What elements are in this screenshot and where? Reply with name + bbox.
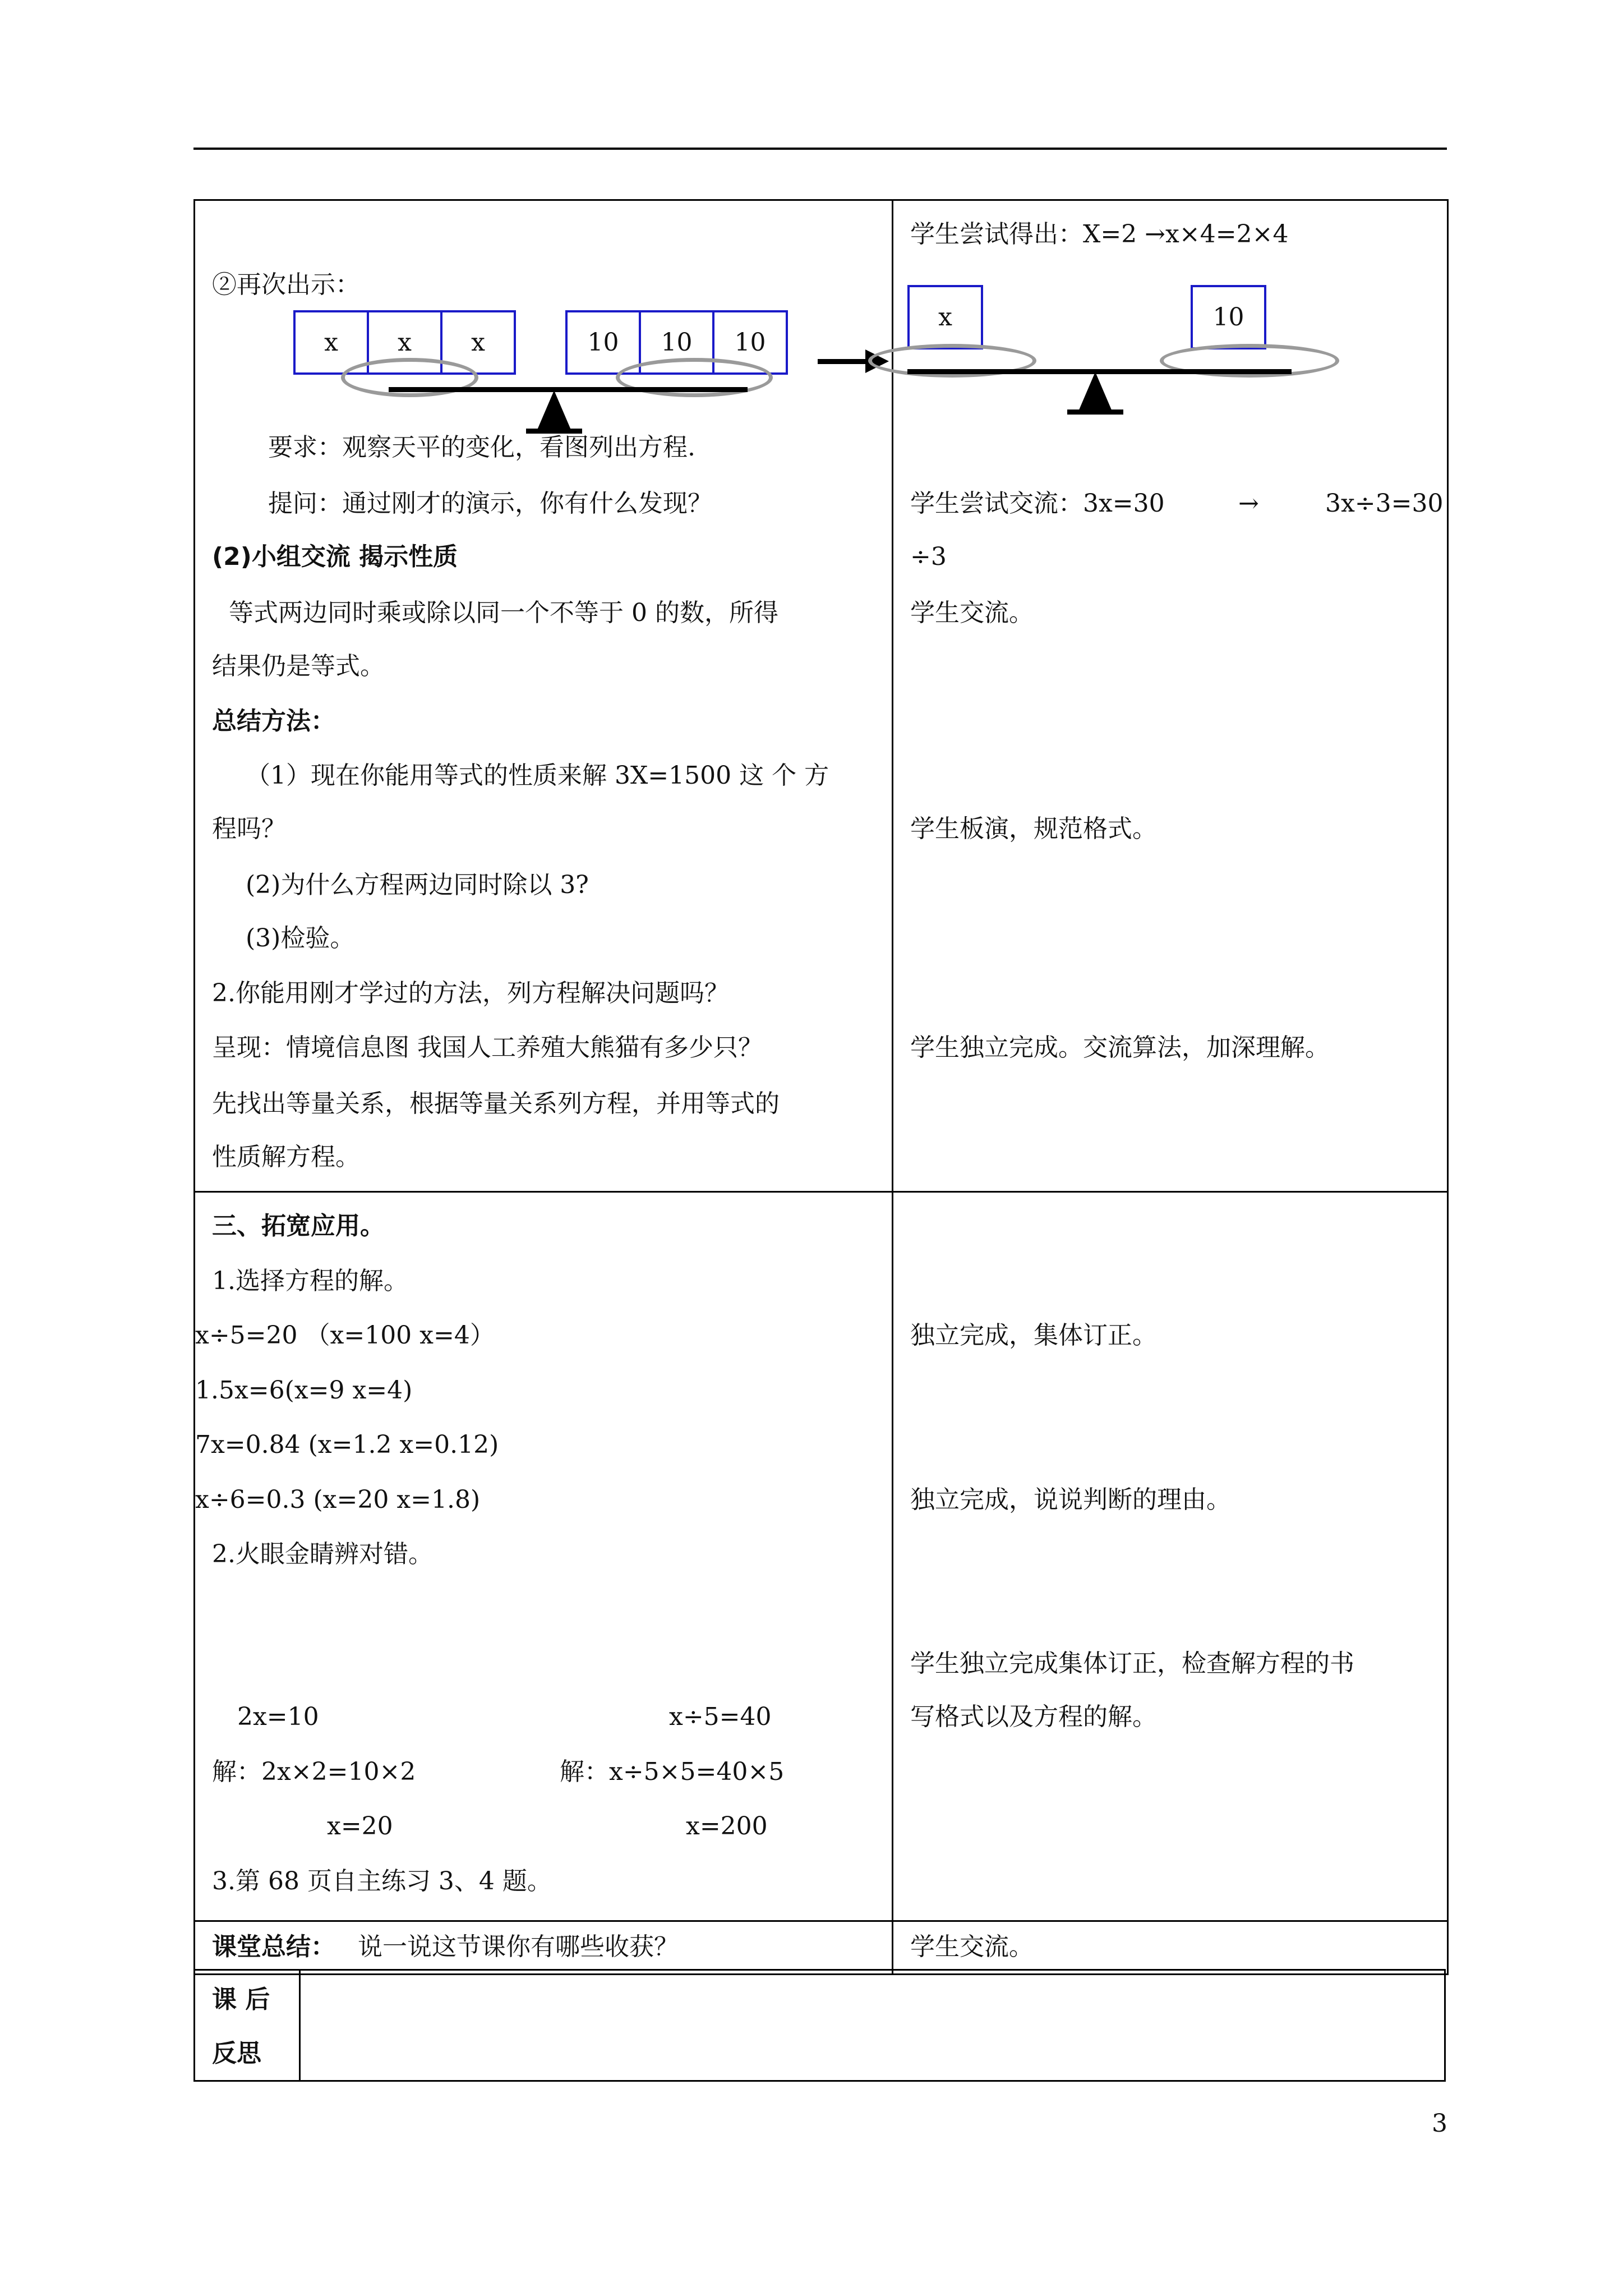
error-eq-2: x÷5=40 (669, 1703, 772, 1731)
student-r3b: 写格式以及方程的解。 (910, 1703, 1157, 1731)
scale-fulcrum-2 (1078, 372, 1112, 411)
error-result-2: x=200 (686, 1812, 768, 1841)
summary-text: 说一说这节课你有哪些收获？ (358, 1932, 679, 1961)
summary-student-cell (893, 1921, 1448, 1975)
process-row (195, 200, 1448, 1192)
extension-row (195, 1192, 1448, 1921)
scale-base-2 (1067, 409, 1123, 415)
summary-row (195, 1921, 1448, 1975)
box-x-single: x (907, 285, 983, 349)
header-rule (193, 148, 1447, 150)
extension-student-cell (893, 1192, 1448, 1921)
question-3: (3)检验。 (246, 924, 355, 953)
page-number: 3 (1432, 2109, 1447, 2138)
box-x-2: x (367, 310, 442, 375)
choice-eq-4: x÷6=0.3 (x=20 x=1.8) (195, 1485, 481, 1514)
question: 提问：通过刚才的演示，你有什么发现？ (268, 489, 712, 518)
present-scenario: 呈现：情境信息图 我国人工养殖大熊猫有多少只？ (212, 1033, 763, 1062)
box-10-2: 10 (639, 310, 714, 375)
student-r1: 独立完成，集体订正。 (910, 1321, 1157, 1350)
box-10-single: 10 (1191, 285, 1266, 349)
extension-item-1: 1.选择方程的解。 (212, 1267, 408, 1295)
box-x-3: x (440, 310, 516, 375)
choice-eq-2: 1.5x=6(x=9 x=4) (195, 1376, 413, 1405)
question-1b: 程吗？ (212, 815, 286, 843)
property-line-2: 结果仍是等式。 (212, 652, 385, 680)
student-independent: 学生独立完成。交流算法，加深理解。 (910, 1033, 1330, 1062)
question-1a: （1）现在你能用等式的性质来解 3X=1500 这 个 方 (246, 761, 829, 790)
extension-title: 三、拓宽应用。 (212, 1212, 385, 1240)
reflection-content-cell[interactable] (300, 1970, 1445, 2081)
error-eq-1: 2x=10 (237, 1703, 319, 1731)
exchange-division: 3x÷3=30 (1325, 489, 1444, 518)
exchange-equation: 学生尝试交流：3x=30 (910, 489, 1165, 518)
summary-cell (195, 1921, 893, 1975)
show-again: ②再次出示： (212, 270, 360, 299)
reflection-label-1: 课 后 (212, 1985, 270, 2014)
reflection-label-2: 反思 (212, 2039, 261, 2068)
student-r3a: 学生独立完成集体订正，检查解方程的书 (910, 1649, 1354, 1678)
extension-item-2: 2.火眼金睛辨对错。 (212, 1540, 433, 1568)
student-r2: 独立完成，说说判断的理由。 (910, 1485, 1231, 1514)
error-step-1: 解：2x×2=10×2 (212, 1757, 416, 1786)
requirement: 要求：观察天平的变化，看图列出方程. (268, 433, 695, 462)
item-2: 2.你能用刚才学过的方法，列方程解决问题吗？ (212, 979, 729, 1007)
summary-student: 学生交流。 (910, 1932, 1034, 1961)
find-relation-1: 先找出等量关系，根据等量关系列方程，并用等式的 (212, 1089, 780, 1118)
extension-item-3: 3.第 68 页自主练习 3、4 题。 (212, 1867, 552, 1895)
box-x-1: x (293, 310, 369, 375)
section-group-exchange: (2)小组交流 揭示性质 (212, 542, 458, 571)
summary-title: 总结方法： (212, 707, 335, 735)
student-exchange: 学生交流。 (910, 599, 1034, 627)
exchange-arrow: → (1238, 489, 1259, 518)
error-step-2: 解：x÷5×5=40×5 (560, 1757, 785, 1786)
box-10-3: 10 (712, 310, 788, 375)
reflection-label-cell (195, 1970, 300, 2081)
reflection-table (193, 1969, 1446, 2082)
question-2: (2)为什么方程两边同时除以 3? (246, 871, 589, 899)
try-result: 学生尝试得出：X=2 →x×4=2×4 (910, 220, 1289, 249)
teacher-activity-cell (195, 200, 893, 1192)
box-10-1: 10 (565, 310, 641, 375)
choice-eq-1: x÷5=20 （x=100 x=4） (195, 1321, 495, 1350)
extension-cell (195, 1192, 893, 1921)
find-relation-2: 性质解方程。 (212, 1143, 360, 1171)
lesson-table (193, 199, 1449, 1975)
error-result-1: x=20 (327, 1812, 393, 1841)
student-activity-cell (893, 200, 1448, 1192)
summary-label: 课堂总结： (212, 1932, 335, 1961)
scale-fulcrum (537, 390, 571, 430)
student-board: 学生板演，规范格式。 (910, 815, 1157, 843)
choice-eq-3: 7x=0.84 (x=1.2 x=0.12) (195, 1430, 499, 1459)
property-line-1: 等式两边同时乘或除以同一个不等于 0 的数，所得 (229, 599, 778, 627)
exchange-division-cont: ÷3 (910, 542, 947, 571)
